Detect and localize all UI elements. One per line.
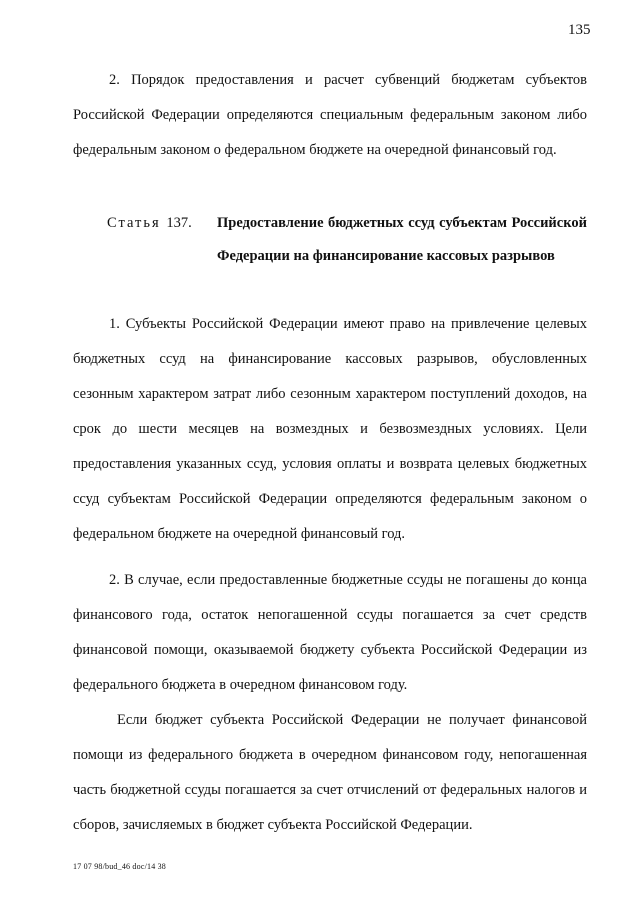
paragraph-budget-loans-right: 1. Субъекты Российской Федерации имеют право на привлечение целевых бюджетных ссуд на финансирование кассовых разрывов, обусловленных сезонным характером затрат либо сезонным характером поступлений доходов, на срок до шести месяцев на возмездных и безвозмездных условиях. Цели предоставления указанных ссуд, условия оплаты и возврата целевых бюджетных ссуд субъектам Российской Федерации определяются федеральным законом о федеральном бюджете на очередной финансовый год.: [73, 316, 587, 542]
article-title: Предоставление бюджетных ссуд субъектам Российской Федерации на финансирование кассовых разрывов: [217, 215, 587, 264]
footer-file-reference: 17 07 98/bud_46 doc/14 38: [73, 862, 166, 871]
paragraph-no-financial-aid: Если бюджет субъекта Российской Федерации не получает финансовой помощи из федерального бюджета в очередном финансовом году, непогашенная часть бюджетной ссуды погашается за счет отчислений от федеральных налогов и сборов, зачисляемых в бюджет субъекта Российской Федерации.: [73, 712, 587, 833]
article-label: [107, 207, 192, 240]
page-number: 135: [568, 22, 591, 38]
paragraph-unpaid-loans: 2. В случае, если предоставленные бюджетные ссуды не погашены до конца финансового года, остаток непогашенной ссуды погашается за счет средств финансовой помощи, оказываемой бюджету субъекта Российской Федерации из федерального бюджета в очередном финансовом году.: [73, 572, 587, 693]
article-word: Статья: [107, 215, 161, 231]
article-number: 137.: [166, 215, 192, 231]
paragraph-subventions-order: 2. Порядок предоставления и расчет субвенций бюджетам субъектов Российской Федерации определяются специальным федеральным законом либо федеральным законом о федеральном бюджете на очередной финансовый год.: [73, 72, 587, 158]
